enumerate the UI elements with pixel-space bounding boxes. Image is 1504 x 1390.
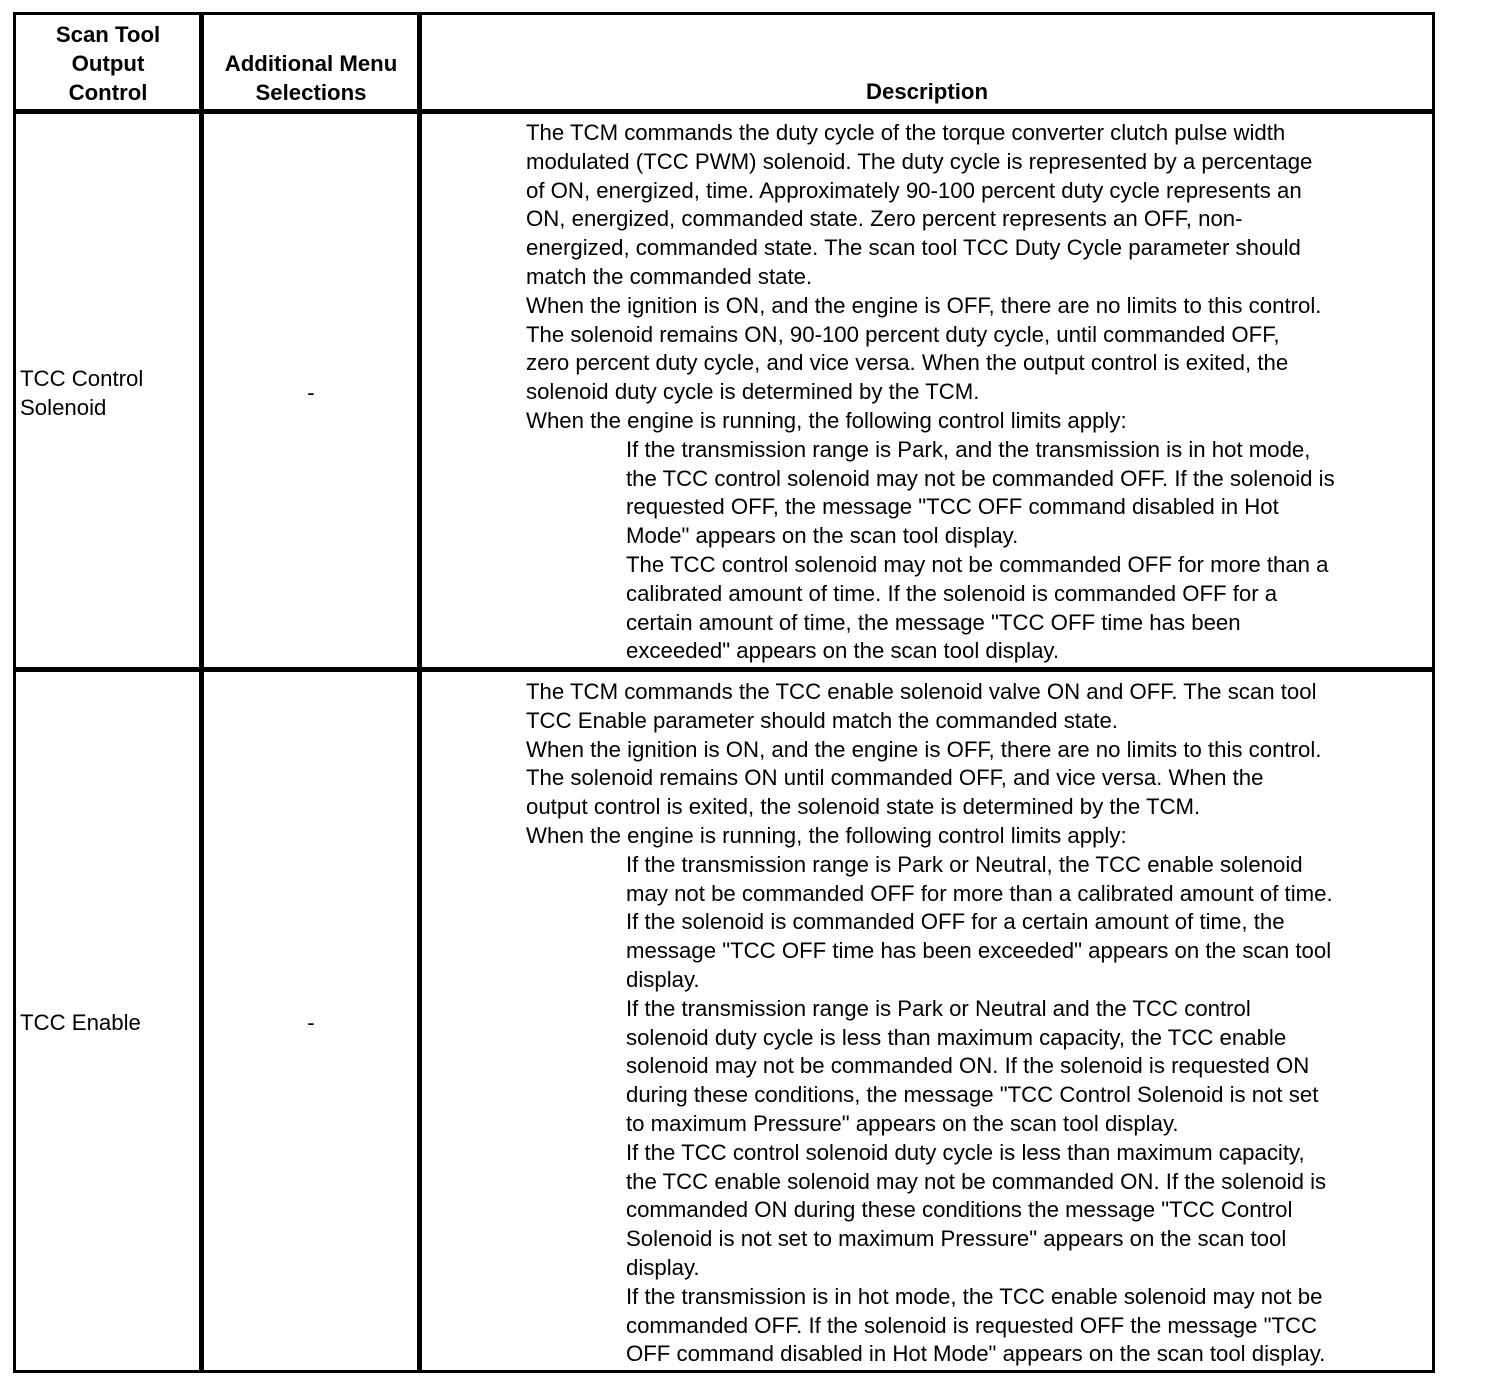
description-line: OFF command disabled in Hot Mode" appears on the scan tool display. — [626, 1341, 1326, 1367]
description-line: If the TCC control solenoid duty cycle is less than maximum capacity, — [626, 1139, 1305, 1165]
description-line: calibrated amount of time. If the solenoid is commanded OFF for a — [626, 580, 1278, 606]
description-line: energized, commanded state. The scan tool TCC Duty Cycle parameter should — [526, 235, 1301, 261]
row-1-control: TCC Control Solenoid — [20, 366, 144, 420]
description-line: solenoid duty cycle is determined by the TCM. — [526, 379, 980, 405]
description-line: solenoid duty cycle is less than maximum capacity, the TCC enable — [626, 1024, 1287, 1050]
description-line: solenoid may not be commanded ON. If the solenoid is requested ON — [626, 1053, 1310, 1079]
description-line: to maximum Pressure" appears on the scan tool display. — [626, 1110, 1179, 1136]
description-line: If the transmission is in hot mode, the TCC enable solenoid may not be — [626, 1283, 1323, 1309]
header-divider — [13, 109, 1435, 114]
description-line: The TCC control solenoid may not be commanded OFF for more than a — [626, 551, 1329, 577]
row-1-description — [526, 119, 1436, 666]
description-line: If the transmission range is Park or Neutral and the TCC control — [626, 995, 1251, 1021]
column-divider-2 — [417, 12, 422, 1373]
description-line: The solenoid remains ON until commanded OFF, and vice versa. When the — [526, 765, 1264, 791]
description-line: TCC Enable parameter should match the commanded state. — [526, 707, 1118, 733]
description-line: If the transmission range is Park, and the transmission is in hot mode, — [626, 436, 1311, 462]
description-line: commanded OFF. If the solenoid is requested OFF the message "TCC — [626, 1312, 1318, 1338]
description-line: display. — [626, 1254, 700, 1280]
description-line: exceeded" appears on the scan tool display. — [626, 638, 1060, 664]
description-line: the TCC enable solenoid may not be commanded ON. If the solenoid is — [626, 1168, 1327, 1194]
description-line: match the commanded state. — [526, 263, 813, 289]
row-2-description — [526, 678, 1436, 1369]
description-line: ON, energized, commanded state. Zero percent represents an OFF, non- — [526, 206, 1243, 232]
description-line: The solenoid remains ON, 90-100 percent duty cycle, until commanded OFF, — [526, 321, 1280, 347]
description-line: Solenoid is not set to maximum Pressure" appears on the scan tool — [626, 1226, 1287, 1252]
description-line: the TCC control solenoid may not be commanded OFF. If the solenoid is — [626, 465, 1335, 491]
header-description: Description — [865, 79, 989, 104]
description-line: The TCM commands the TCC enable solenoid valve ON and OFF. The scan tool — [526, 679, 1317, 704]
row-2-control: TCC Enable — [20, 1010, 141, 1035]
description-line: When the ignition is ON, and the engine is OFF, there are no limits to this control. — [526, 736, 1322, 762]
description-line: When the engine is running, the following control limits apply: — [526, 822, 1127, 848]
row-1-menu: - — [307, 380, 315, 405]
description-line: certain amount of time, the message "TCC OFF time has been — [626, 609, 1241, 635]
header-additional-menu-selections: Additional Menu Selections — [224, 51, 398, 105]
description-line: The TCM commands the duty cycle of the torque converter clutch pulse width — [526, 120, 1286, 145]
description-line: modulated (TCC PWM) solenoid. The duty cycle is represented by a percentage — [526, 148, 1313, 174]
row-2-menu: - — [307, 1010, 315, 1035]
description-line: may not be commanded OFF for more than a calibrated amount of time. — [626, 880, 1333, 906]
description-line: When the ignition is ON, and the engine is OFF, there are no limits to this control. — [526, 292, 1322, 318]
header-scan-tool-output-control: Scan Tool Output Control — [55, 22, 161, 105]
description-line: display. — [626, 966, 700, 992]
description-line: output control is exited, the solenoid state is determined by the TCM. — [526, 794, 1201, 820]
description-line: Mode" appears on the scan tool display. — [626, 523, 1019, 549]
description-line: If the transmission range is Park or Neutral, the TCC enable solenoid — [626, 851, 1303, 877]
description-line: commanded ON during these conditions the message "TCC Control — [626, 1197, 1293, 1223]
description-line: zero percent duty cycle, and vice versa. When the output control is exited, the — [526, 350, 1289, 376]
description-line: requested OFF, the message "TCC OFF command disabled in Hot — [626, 494, 1279, 520]
description-line: of ON, energized, time. Approximately 90-100 percent duty cycle represents an — [526, 177, 1302, 203]
row-divider — [13, 667, 1435, 672]
description-line: When the engine is running, the following control limits apply: — [526, 407, 1127, 433]
description-line: during these conditions, the message "TCC Control Solenoid is not set — [626, 1082, 1319, 1108]
column-divider-1 — [199, 12, 204, 1373]
description-line: message "TCC OFF time has been exceeded" appears on the scan tool — [626, 938, 1332, 964]
description-line: If the solenoid is commanded OFF for a certain amount of time, the — [626, 909, 1285, 935]
